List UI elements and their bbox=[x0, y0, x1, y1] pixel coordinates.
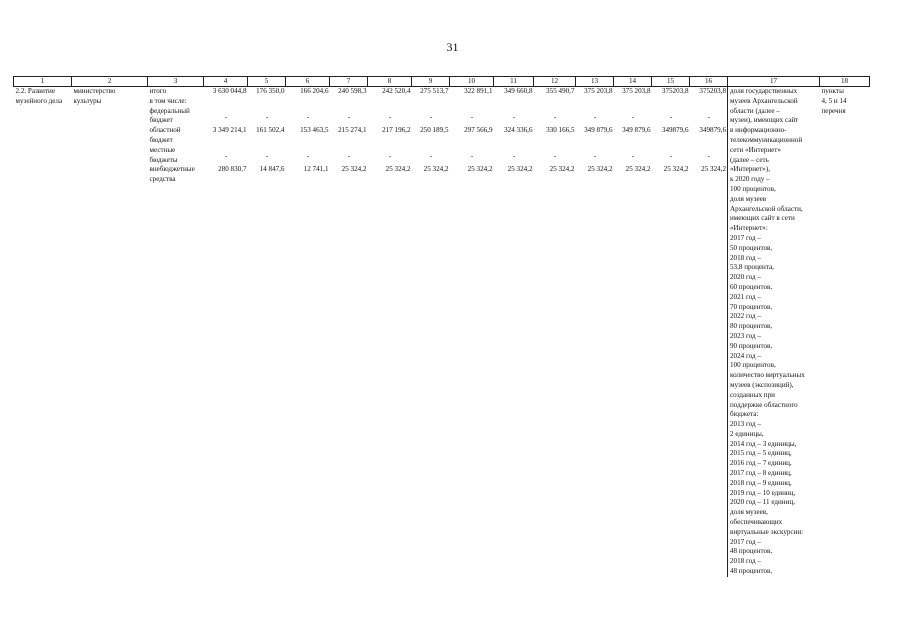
funding-value: - bbox=[470, 151, 474, 160]
funding-value: - bbox=[265, 112, 269, 121]
indicator-line: музеев (экспозиций), bbox=[730, 380, 794, 389]
funding-label-line: итого bbox=[149, 87, 167, 95]
funding-value: 349 879,6 bbox=[584, 126, 613, 135]
header-cell: 2 bbox=[72, 77, 148, 87]
funding-value: 349879,6 bbox=[661, 126, 689, 135]
indicator-line: доля государственных bbox=[730, 87, 798, 95]
col-12 bbox=[534, 87, 576, 577]
indicator-line: 60 процентов, bbox=[730, 282, 773, 291]
funding-value: 250 189,5 bbox=[420, 126, 449, 135]
col-9 bbox=[412, 87, 450, 577]
funding-value: - bbox=[553, 112, 557, 121]
funding-value: - bbox=[631, 151, 635, 160]
funding-value: 14 847,6 bbox=[259, 165, 285, 174]
funding-value: 375203,8 bbox=[661, 87, 689, 95]
indicator-line: 2022 год – bbox=[730, 312, 761, 321]
funding-value: - bbox=[347, 112, 351, 121]
funding-label-line: средства bbox=[149, 175, 176, 184]
indicator-line: телекоммуникационной bbox=[730, 135, 803, 144]
funding-value: - bbox=[306, 151, 310, 160]
funding-value: 3 630 044,8 bbox=[212, 87, 247, 95]
indicator-line: обеспечивающих bbox=[730, 518, 783, 527]
funding-value: 25 324,2 bbox=[467, 165, 493, 174]
funding-value: 161 502,4 bbox=[256, 126, 285, 135]
funding-value: - bbox=[347, 151, 351, 160]
funding-value: - bbox=[306, 112, 310, 121]
perechen-points: пункты 4, 5 и 14 перечня bbox=[821, 87, 847, 115]
indicator-line: 100 процентов, bbox=[730, 361, 776, 370]
funding-value: 242 520,4 bbox=[382, 87, 411, 95]
funding-label-line: областной bbox=[149, 126, 181, 135]
funding-value: - bbox=[512, 112, 516, 121]
indicator-line: 80 процентов, bbox=[730, 322, 773, 331]
indicator-line: бюджета: bbox=[730, 410, 759, 419]
col-11 bbox=[494, 87, 534, 577]
funding-value: - bbox=[669, 151, 673, 160]
funding-value: 217 196,2 bbox=[382, 126, 411, 135]
indicator-line: сети «Интернет» bbox=[730, 145, 781, 154]
col-6 bbox=[286, 87, 330, 577]
program-table bbox=[13, 76, 870, 577]
funding-value: 12 741,1 bbox=[303, 165, 329, 174]
funding-value: 280 830,7 bbox=[218, 165, 247, 174]
funding-value: 25 324,2 bbox=[385, 165, 411, 174]
header-cell: 7 bbox=[330, 77, 368, 87]
col-16 bbox=[690, 87, 728, 577]
col-10 bbox=[450, 87, 494, 577]
col-13 bbox=[576, 87, 614, 577]
funding-value: 215 274,1 bbox=[338, 126, 367, 135]
indicator-line: 70 процентов, bbox=[730, 302, 773, 311]
indicator-line: 2014 год – 3 единицы, bbox=[730, 439, 797, 448]
col-5 bbox=[248, 87, 286, 577]
indicator-line: имеющих сайт в сети bbox=[730, 214, 795, 223]
indicator-line: 2020 год – 11 единиц, bbox=[730, 498, 795, 507]
header-cell: 14 bbox=[614, 77, 652, 87]
col-4 bbox=[204, 87, 248, 577]
header-cell: 9 bbox=[412, 77, 450, 87]
funding-value: - bbox=[593, 151, 597, 160]
header-cell: 11 bbox=[494, 77, 534, 87]
funding-label-line: местные bbox=[149, 145, 176, 154]
funding-source-label bbox=[150, 107, 202, 127]
funding-value: 375 203,8 bbox=[622, 87, 651, 95]
funding-value: - bbox=[224, 151, 228, 160]
indicator-line: 53,8 процента, bbox=[730, 263, 774, 272]
funding-value: 25 324,2 bbox=[625, 165, 651, 174]
funding-value: 322 891,1 bbox=[464, 87, 493, 95]
indicator-line: 2023 год – bbox=[730, 331, 761, 340]
funding-value: 176 350,0 bbox=[256, 87, 285, 95]
funding-value: 153 463,5 bbox=[300, 126, 329, 135]
indicator-line: 2013 год – bbox=[730, 420, 761, 429]
funding-value: - bbox=[707, 112, 710, 121]
funding-value: - bbox=[593, 112, 597, 121]
funding-value: 25 324,2 bbox=[423, 165, 449, 174]
funding-value: - bbox=[429, 151, 433, 160]
header-cell: 6 bbox=[286, 77, 330, 87]
indicator-line: музеи), имеющих сайт bbox=[730, 116, 799, 125]
indicator-line: 100 процентов, bbox=[730, 184, 776, 193]
funding-source-label bbox=[150, 126, 202, 146]
funding-value: 25 324,2 bbox=[663, 165, 689, 174]
indicator-line: 2015 год – 5 единиц, bbox=[730, 449, 792, 458]
indicator-line: 2018 год – bbox=[730, 253, 761, 262]
funding-value: - bbox=[224, 112, 228, 121]
header-cell: 10 bbox=[450, 77, 494, 87]
indicator-line: 2017 год – bbox=[730, 537, 761, 546]
funding-source-label bbox=[150, 146, 202, 166]
col-7 bbox=[330, 87, 368, 577]
indicator-line: 2021 год – bbox=[730, 292, 761, 301]
funding-source-label bbox=[150, 87, 202, 107]
funding-value: 375203,8 bbox=[699, 87, 726, 95]
event-name: 2.2. Развитие музейного дела bbox=[15, 87, 63, 105]
header-cell: 12 bbox=[534, 77, 576, 87]
funding-value: 349 660,8 bbox=[504, 87, 533, 95]
indicator-line: 2018 год – 9 единиц, bbox=[730, 478, 792, 487]
executor-name: министерство культуры bbox=[73, 87, 116, 105]
funding-value: 25 324,2 bbox=[341, 165, 367, 174]
funding-value: 25 324,2 bbox=[587, 165, 613, 174]
funding-value: 25 324,2 bbox=[701, 165, 726, 174]
funding-value: 330 166,5 bbox=[546, 126, 575, 135]
indicator-line: 2016 год – 7 единиц, bbox=[730, 459, 792, 468]
funding-value: 166 204,6 bbox=[300, 87, 329, 95]
col-8 bbox=[368, 87, 412, 577]
header-cell: 3 bbox=[148, 77, 204, 87]
indicator-line: «Интернет»: bbox=[730, 224, 768, 233]
indicator-line: количество виртуальных bbox=[730, 371, 805, 380]
funding-value: - bbox=[631, 112, 635, 121]
indicator-line: 48 процентов, bbox=[730, 547, 773, 556]
header-cell: 13 bbox=[576, 77, 614, 87]
header-cell: 8 bbox=[368, 77, 412, 87]
indicator-line: (далее – сеть bbox=[730, 155, 769, 164]
indicator-line: к 2020 году – bbox=[730, 175, 770, 184]
indicator-line: 2019 год – 10 единиц, bbox=[730, 488, 796, 497]
funding-label-line: федеральный bbox=[149, 106, 190, 115]
indicator-line: 2024 год – bbox=[730, 351, 761, 360]
header-cell: 4 bbox=[204, 77, 248, 87]
column-number-row bbox=[14, 77, 870, 87]
funding-value: 375 203,8 bbox=[584, 87, 613, 95]
page-number: 31 bbox=[446, 40, 459, 54]
table-row bbox=[14, 87, 870, 577]
indicators-cell bbox=[728, 87, 820, 577]
col-15 bbox=[652, 87, 690, 577]
indicator-line: доля музеев, bbox=[730, 508, 768, 517]
indicator-line: виртуальные экскурсии: bbox=[730, 527, 804, 536]
indicator-line: 90 процентов, bbox=[730, 341, 773, 350]
funding-sources bbox=[148, 87, 204, 577]
funding-value: - bbox=[265, 151, 269, 160]
funding-value: - bbox=[707, 151, 710, 160]
header-cell: 1 bbox=[14, 77, 72, 87]
indicator-line: музеев Архангельской bbox=[730, 96, 798, 105]
funding-value: - bbox=[512, 151, 516, 160]
funding-source-label bbox=[150, 165, 202, 185]
indicator-line: области (далее – bbox=[730, 106, 780, 115]
funding-label-line: бюджет bbox=[149, 135, 173, 144]
funding-label-line: бюджеты bbox=[149, 155, 178, 164]
funding-value: 240 598,3 bbox=[338, 87, 367, 95]
indicator-line: в информационно- bbox=[730, 126, 787, 135]
funding-value: 297 566,9 bbox=[464, 126, 493, 135]
indicator-line: доля музеев bbox=[730, 194, 767, 203]
header-cell: 5 bbox=[248, 77, 286, 87]
indicator-line: «Интернет»), bbox=[730, 165, 770, 174]
funding-value: 275 513,7 bbox=[420, 87, 449, 95]
header-cell: 17 bbox=[728, 77, 820, 87]
indicator-line: 2020 год – bbox=[730, 273, 761, 282]
funding-value: 25 324,2 bbox=[507, 165, 533, 174]
col-14 bbox=[614, 87, 652, 577]
indicator-line: созданных при bbox=[730, 390, 775, 399]
funding-value: - bbox=[669, 112, 673, 121]
indicator-line: 2017 год – 8 единиц, bbox=[730, 469, 792, 478]
funding-label-line: внебюджетные bbox=[149, 165, 195, 174]
indicator-line: поддержке областного bbox=[730, 400, 798, 409]
funding-value: 324 336,6 bbox=[504, 126, 533, 135]
indicator-line: 48 процентов, bbox=[730, 567, 773, 576]
indicator-line: 50 процентов, bbox=[730, 243, 773, 252]
funding-label-line: бюджет bbox=[149, 116, 173, 125]
funding-label-line: в том числе: bbox=[149, 96, 187, 105]
funding-value: 349 879,6 bbox=[622, 126, 651, 135]
header-cell: 16 bbox=[690, 77, 728, 87]
header-cell: 15 bbox=[652, 77, 690, 87]
header-cell: 18 bbox=[820, 77, 870, 87]
funding-value: - bbox=[470, 112, 474, 121]
funding-value: 355 490,7 bbox=[546, 87, 575, 95]
indicator-line: 2018 год – bbox=[730, 557, 761, 566]
funding-value: 349879,6 bbox=[699, 126, 726, 135]
indicator-line: Архангельской области, bbox=[730, 204, 803, 213]
indicator-line: 2017 год – bbox=[730, 233, 761, 242]
funding-value: - bbox=[553, 151, 557, 160]
funding-value: - bbox=[429, 112, 433, 121]
funding-value: 25 324,2 bbox=[549, 165, 575, 174]
funding-value: - bbox=[388, 112, 392, 121]
funding-value: - bbox=[388, 151, 392, 160]
funding-value: 3 349 214,1 bbox=[212, 126, 247, 135]
indicator-line: 2 единицы, bbox=[730, 429, 764, 438]
